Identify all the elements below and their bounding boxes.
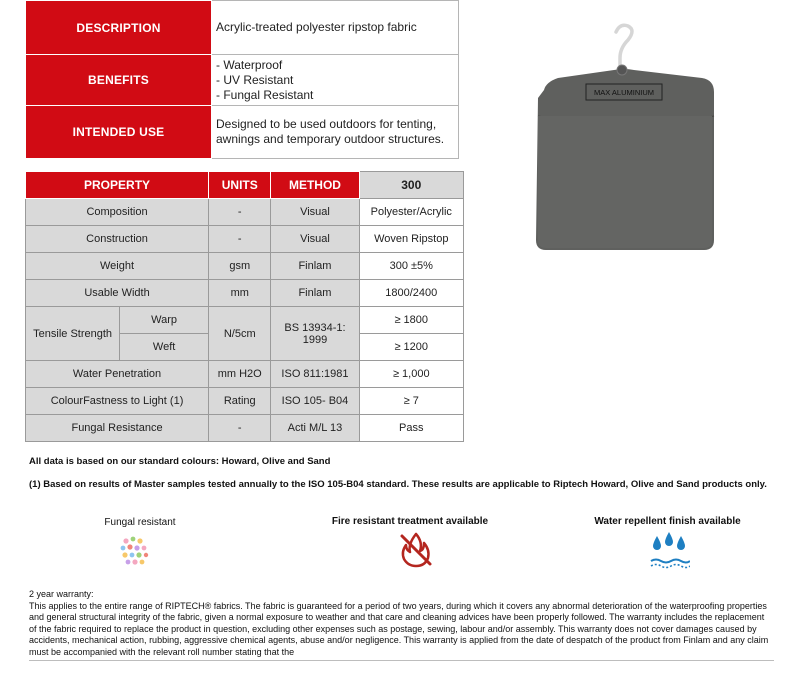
benefit-item: - UV Resistant [216, 72, 294, 87]
table-row [26, 199, 464, 226]
intended-use-value: Designed to be used outdoors for tenting, awnings and temporary outdoor structures. [212, 106, 459, 159]
benefits-list [216, 58, 454, 103]
value-cell: ≥ 1200 [359, 334, 463, 361]
description-table [25, 0, 459, 159]
property-column-header: PROPERTY [26, 172, 209, 199]
property-cell: Fungal Resistance [26, 415, 209, 442]
benefits-header: BENEFITS [26, 55, 212, 106]
product-bag-image [528, 18, 728, 258]
table-row [26, 307, 464, 334]
property-cell: Weight [26, 253, 209, 280]
value-cell: ≥ 1800 [359, 307, 463, 334]
value-cell: Pass [359, 415, 463, 442]
units-cell: gsm [209, 253, 271, 280]
value-column-header: 300 [359, 172, 463, 199]
units-cell: - [209, 226, 271, 253]
units-column-header: UNITS [209, 172, 271, 199]
property-cell: Tensile Strength [26, 307, 120, 361]
water-repellent-label: Water repellent finish available [594, 516, 741, 527]
method-cell: BS 13934-1: 1999 [271, 307, 359, 361]
units-cell: Rating [209, 388, 271, 415]
method-cell: Visual [271, 199, 359, 226]
warranty-body: This applies to the entire range of RIPTECH® fabrics. The fabric is guaranteed for a period of two years, during which it covers any abnormal deterioration of the waterproofing properties and general structural integrity of the fabric, given a normal exposure to weather and that care and cleaning advices have been properly followed. The warranty includes the replacement of the fabric required to replace the product in question, excluding other expenses such as postage, sewing, labour and/or assembly. This warranty does not cover damages caused by accidents, mechanical action, rubbing, aggressive chemical agents, abuse and/or negligence. This warranty is applied from the date of despatch of the product from Finlam and any claim must be accompanied with the relevant roll number stating that the [29, 600, 769, 657]
method-cell: Finlam [271, 280, 359, 307]
table-row [26, 361, 464, 388]
value-cell: 1800/2400 [359, 280, 463, 307]
property-cell: Construction [26, 226, 209, 253]
units-cell: N/5cm [209, 307, 271, 361]
method-cell: ISO 105- B04 [271, 388, 359, 415]
fire-resistant-label: Fire resistant treatment available [331, 516, 489, 527]
benefits-row [26, 55, 459, 106]
properties-table [25, 171, 464, 442]
method-cell: Acti M/L 13 [271, 415, 359, 442]
value-cell: Woven Ripstop [359, 226, 463, 253]
description-value: Acrylic-treated polyester ripstop fabric [212, 1, 459, 55]
method-cell: Visual [271, 226, 359, 253]
brand-label: MAX ALUMINIUM [593, 88, 655, 97]
units-cell: - [209, 199, 271, 226]
value-cell: ≥ 7 [359, 388, 463, 415]
fungal-resistant-label: Fungal resistant [104, 517, 176, 528]
method-cell: ISO 811:1981 [271, 361, 359, 388]
method-column-header: METHOD [271, 172, 359, 199]
fungus-dots-icon [118, 535, 152, 567]
table-row [26, 415, 464, 442]
table-row [26, 226, 464, 253]
water-drops-icon [648, 528, 690, 570]
value-cell: ≥ 1,000 [359, 361, 463, 388]
benefits-value [212, 55, 459, 106]
units-cell: mm H2O [209, 361, 271, 388]
warranty-section [29, 589, 769, 658]
table-row [26, 280, 464, 307]
benefit-item: - Fungal Resistant [216, 87, 314, 102]
table-row [26, 253, 464, 280]
benefit-item: - Waterproof [216, 57, 283, 72]
units-cell: - [209, 415, 271, 442]
intended-use-row [26, 106, 459, 159]
table-row [26, 388, 464, 415]
property-cell: Usable Width [26, 280, 209, 307]
bottom-divider [29, 660, 774, 661]
value-cell: 300 ±5% [359, 253, 463, 280]
subproperty-cell: Warp [120, 307, 209, 334]
value-cell: Polyester/Acrylic [359, 199, 463, 226]
description-row [26, 1, 459, 55]
property-cell: Composition [26, 199, 209, 226]
footnote: (1) Based on results of Master samples tested annually to the ISO 105-B04 standard. These results are applicable to Riptech Howard, Olive and Sand products only. [29, 479, 767, 490]
intended-use-header: INTENDED USE [26, 106, 212, 159]
warranty-title: 2 year warranty: [29, 589, 94, 599]
units-cell: mm [209, 280, 271, 307]
colours-note: All data is based on our standard colours: Howard, Olive and Sand [29, 456, 331, 467]
properties-header-row [26, 172, 464, 199]
property-cell: Water Penetration [26, 361, 209, 388]
fire-crossed-icon [396, 530, 436, 568]
description-header: DESCRIPTION [26, 1, 212, 55]
subproperty-cell: Weft [120, 334, 209, 361]
method-cell: Finlam [271, 253, 359, 280]
property-cell: ColourFastness to Light (1) [26, 388, 209, 415]
